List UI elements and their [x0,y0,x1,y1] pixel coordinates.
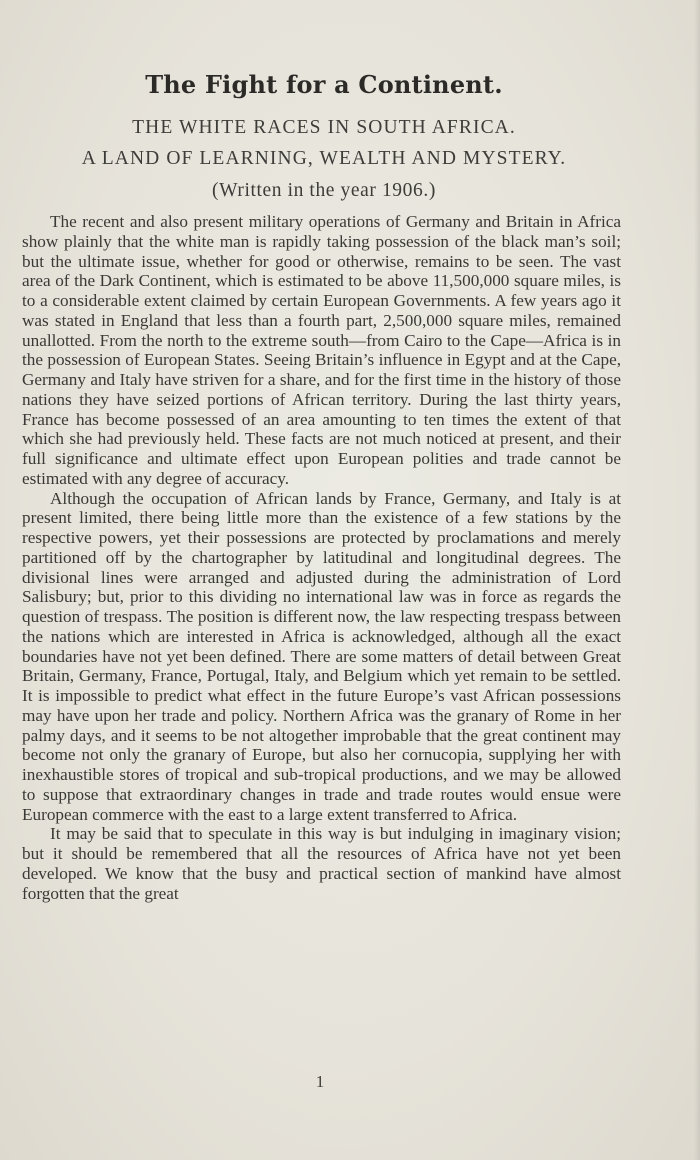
paragraph: The recent and also present military operations of Germany and Britain in Africa show plainly that the white man is rapidly taking possession of the black man’s soil; but the ultimate issue, whether for good or otherwise, remains to be seen. The vast area of the Dark Continent, which is estimated to be above 11,500,000 square miles, is to a considerable extent claimed by certain European Governments. A few years ago it was stated in England that less than a fourth part, 2,500,000 square miles, remained unallotted. From the north to the extreme south—from Cairo to the Cape—Africa is in the possession of European States. Seeing Britain’s influence in Egypt and at the Cape, Germany and Italy have striven for a share, and for the first time in the history of those nations they have seized portions of African territory. During the last thirty years, France has become possessed of an area amounting to ten times the extent of that which she had previously held. These facts are not much noticed at present, and their full significance and ultimate effect upon European polities and trade cannot be estimated with any degree of accuracy. [22,212,621,488]
paragraph: It may be said that to speculate in this way is but indulging in imaginary vision; but it should be remembered that all the resources of Africa have not yet been developed. We know that the busy and practical section of mankind have almost forgotten that the great [22,824,621,903]
paragraph: Although the occupation of African lands by France, Germany, and Italy is at present limited, there being little more than the existence of a few stations by the respective powers, yet their possessions are protected by proclamations and merely partitioned off by the chartographer by latitudinal and longitudinal degrees. The divisional lines were arranged and adjusted during the administration of Lord Salisbury; but, prior to this dividing no international law was in force as regards the question of trespass. The position is different now, the law respecting trespass between the nations which are interested in Africa is acknowledged, although all the exact boundaries have not yet been defined. There are some matters of detail between Great Britain, Germany, France, Portugal, Italy, and Belgium which yet remain to be settled. It is impossible to predict what effect in the future Europe’s vast African possessions may have upon her trade and policy. Northern Africa was the granary of Rome in her palmy days, and it seems to be not altogether improbable that the great continent may become not only the granary of Europe, but also her cornucopia, supplying her with inexhaustible stores of tropical and sub-tropical productions, and we may be allowed to suppose that extraordinary changes in trade and trade routes would ensue were European commerce with the east to a large extent transferred to Africa. [22,488,621,824]
page-title: The Fight for a Continent. [145,70,503,99]
page-number: 1 [315,1072,325,1091]
subtitle-written-year: (Written in the year 1906.) [212,180,436,201]
page-edge-shadow [694,0,700,1160]
subtitle-land-of-learning: A LAND OF LEARNING, WEALTH AND MYSTERY. [81,148,567,169]
subtitle-white-races: THE WHITE RACES IN SOUTH AFRICA. [132,117,516,138]
body-text [22,212,621,903]
